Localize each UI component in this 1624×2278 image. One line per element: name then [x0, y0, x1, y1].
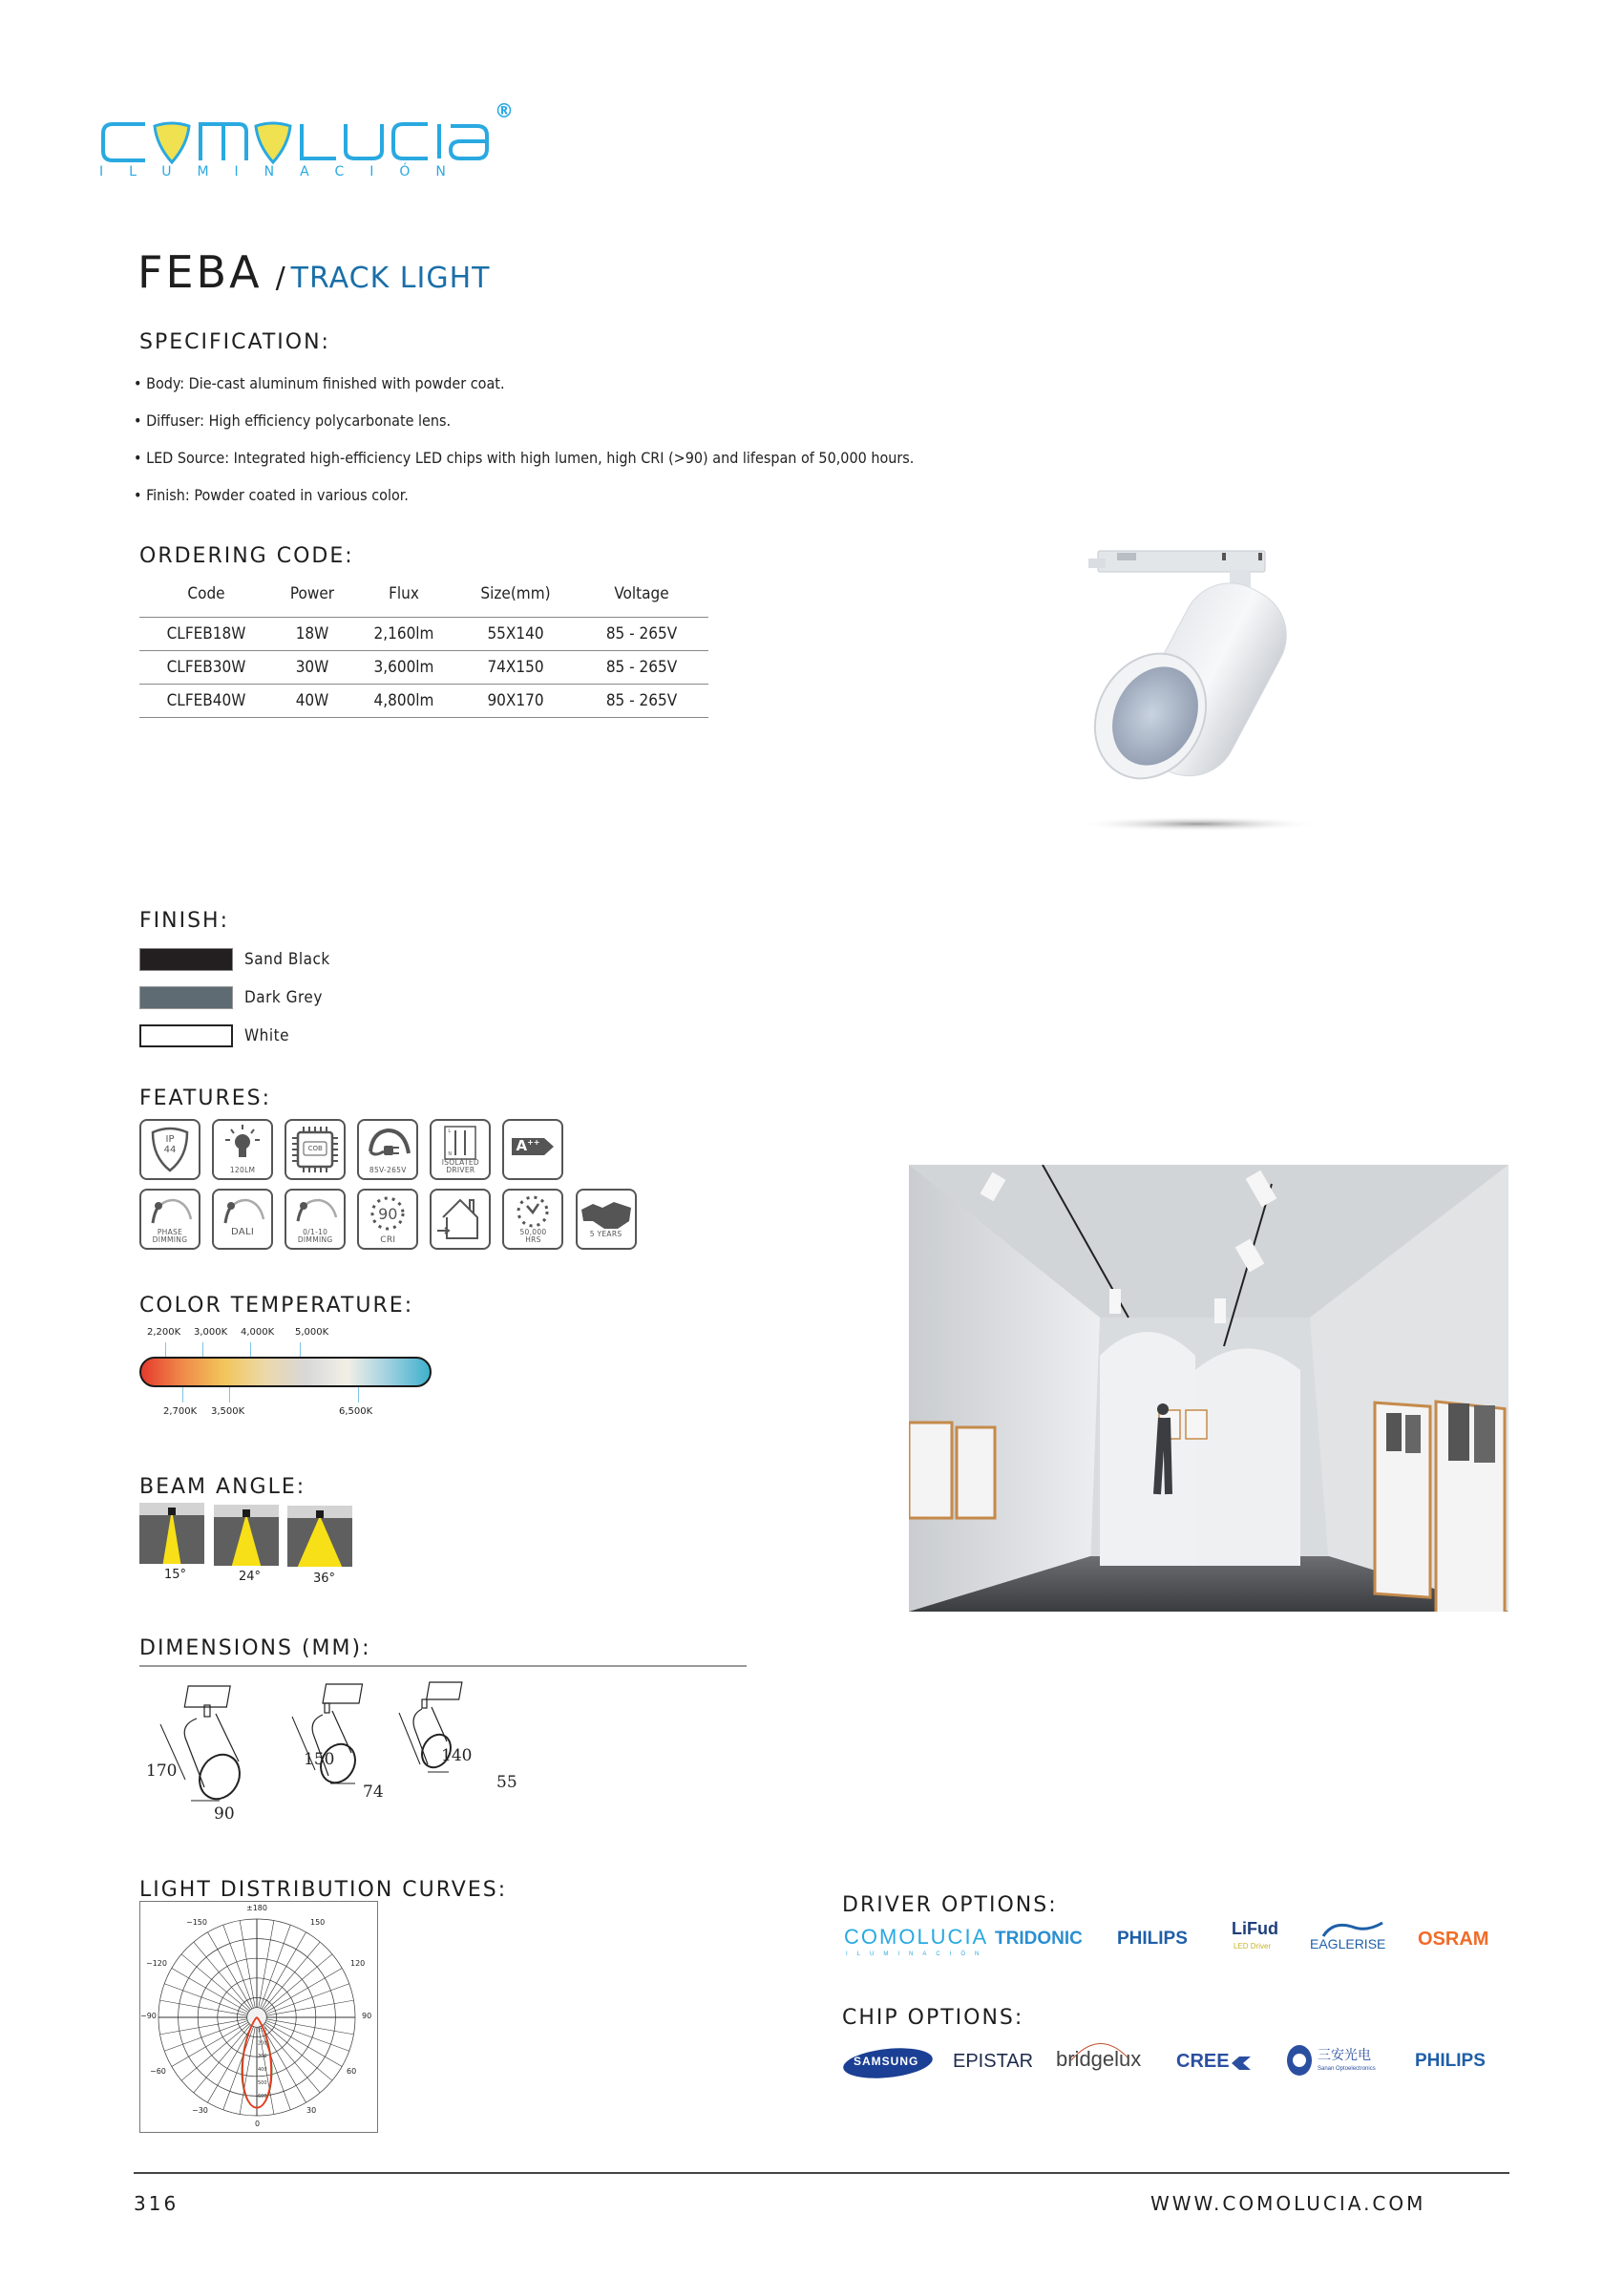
- dimension-diameter: 55: [496, 1773, 517, 1792]
- swatch-sand-black: [139, 948, 233, 971]
- page-number: 316: [134, 2192, 179, 2215]
- indoor-house-icon: [430, 1189, 491, 1250]
- caption-line-2: DIMMING: [152, 1235, 188, 1244]
- caption-line-1: PHASE: [157, 1228, 183, 1236]
- beam-angle-options: [139, 1503, 426, 1598]
- n-terminal: N: [448, 1151, 453, 1157]
- energy-letter: A: [516, 1137, 528, 1154]
- spec-item: • Body: Die-cast aluminum finished with powder coat.: [134, 374, 505, 392]
- caption-line-2: DIMMING: [297, 1235, 333, 1244]
- polar-label-150: 150: [310, 1918, 326, 1927]
- swatch-white: [139, 1024, 233, 1047]
- specification-heading: SPECIFICATION:: [139, 330, 330, 354]
- polar-spoke: [240, 1921, 255, 2008]
- driver-logo-lifud-sub: LED Driver: [1234, 1942, 1272, 1951]
- cell-code: CLFEB30W: [139, 650, 273, 684]
- features-row-2: [139, 1189, 731, 1250]
- chip-brand-logos: [840, 2034, 1508, 2091]
- registered-mark: ®: [495, 99, 514, 122]
- polar-label-neg150: −150: [186, 1918, 207, 1927]
- dimension-length: 150: [304, 1750, 335, 1769]
- sanan-logo-icon: [1285, 2043, 1314, 2078]
- beam-label: 15°: [164, 1568, 187, 1582]
- table-row: [139, 617, 708, 650]
- feature-caption: DALI: [231, 1227, 255, 1237]
- l-terminal: L: [448, 1128, 452, 1134]
- polar-spoke: [160, 2000, 247, 2015]
- table-row: [139, 684, 708, 717]
- col-code: Code: [187, 583, 225, 603]
- dimension-diameter: 74: [363, 1782, 384, 1802]
- finish-option-white: [139, 1017, 330, 1055]
- finish-label: Sand Black: [244, 950, 330, 969]
- ct-label-2200: 2,200K: [147, 1327, 181, 1338]
- gallery-application-photo: [909, 1165, 1508, 1612]
- caption-line-1: 0/1-10: [303, 1228, 328, 1236]
- brand-logo: [95, 95, 525, 191]
- feature-caption: 120LM: [229, 1166, 256, 1174]
- cell-flux: 4,800lm: [351, 684, 456, 717]
- beam-cone-icon: [214, 1505, 279, 1566]
- polar-spoke: [266, 2000, 353, 2015]
- driver-logo-philips: PHILIPS: [1117, 1929, 1188, 1949]
- feature-lumen: [212, 1119, 273, 1180]
- cell-flux: 3,600lm: [351, 650, 456, 684]
- spec-item: • Finish: Powder coated in various color.: [134, 486, 409, 504]
- cell-voltage: 85 - 265V: [575, 617, 708, 650]
- polar-radial-label: 300: [258, 2054, 267, 2060]
- footer-divider: [134, 2172, 1509, 2174]
- swatch-dark-grey: [139, 986, 233, 1009]
- polar-label-0: 0: [255, 2120, 261, 2128]
- feature-ip44: [139, 1119, 200, 1180]
- table-header-row: [139, 571, 708, 617]
- title-separator: /: [275, 262, 285, 295]
- feature-caption: CRI: [380, 1235, 396, 1245]
- spec-item: • Diffuser: High efficiency polycarbonate lens.: [134, 411, 452, 430]
- eaglerise-swoosh-icon: [1314, 1919, 1390, 1938]
- driver-logo-lifud: LiFud: [1232, 1919, 1278, 1938]
- color-temperature-heading: COLOR TEMPERATURE:: [139, 1294, 414, 1318]
- polar-label-120: 120: [350, 1959, 366, 1968]
- cell-flux: 2,160lm: [351, 617, 456, 650]
- ip-rating: 44: [163, 1145, 177, 1155]
- dimension-diameter: 90: [214, 1804, 235, 1824]
- polar-spoke: [160, 2019, 247, 2035]
- polar-radial-label: 400: [258, 2067, 267, 2074]
- polar-label-neg60: −60: [150, 2067, 166, 2076]
- ct-tick: [202, 1342, 203, 1358]
- finish-option-dark-grey: [139, 979, 330, 1017]
- feature-cri: [357, 1189, 418, 1250]
- polar-label-neg90: −90: [140, 2012, 157, 2020]
- col-flux: Flux: [389, 583, 419, 603]
- beam-label: 24°: [239, 1570, 262, 1584]
- ct-label-4000: 4,000K: [241, 1327, 275, 1338]
- finish-option-sand-black: [139, 940, 330, 979]
- dimensions-heading: DIMENSIONS (MM):: [139, 1636, 371, 1660]
- chip-logo-sanan: 三安光电: [1318, 2048, 1371, 2063]
- ordering-table: [139, 571, 708, 718]
- finish-options: [139, 940, 330, 1055]
- ct-tick: [229, 1387, 230, 1403]
- beam-diagram-15: [139, 1503, 204, 1564]
- chip-label: COB: [307, 1145, 323, 1152]
- beam-cone-icon: [287, 1506, 352, 1567]
- phase-dimming-icon: [139, 1189, 200, 1250]
- polar-radial-label: 600: [258, 2093, 267, 2099]
- clock-lifespan-icon: [502, 1189, 563, 1250]
- caption-line-2: HRS: [525, 1235, 541, 1244]
- table-row: [139, 650, 708, 684]
- feature-voltage: [357, 1119, 418, 1180]
- logo-tagline: ILUMINACIÓN: [99, 164, 472, 179]
- color-temperature-gradient-bar: [139, 1357, 432, 1387]
- polar-radial-label: 200: [258, 2040, 267, 2047]
- ct-tick: [358, 1387, 359, 1403]
- ct-tick: [250, 1342, 251, 1358]
- specification-list: [134, 374, 1184, 523]
- feature-lifespan: [502, 1189, 563, 1250]
- product-photo: [1060, 539, 1346, 845]
- polar-label-neg30: −30: [192, 2106, 208, 2115]
- bulb-icon: [212, 1119, 273, 1180]
- cell-voltage: 85 - 265V: [575, 684, 708, 717]
- polar-radial-label: 500: [258, 2080, 267, 2087]
- beam-cone-icon: [139, 1503, 204, 1564]
- polar-label-neg120: −120: [146, 1959, 167, 1968]
- ct-tick: [165, 1342, 166, 1358]
- ct-tick: [182, 1387, 183, 1403]
- handshake-warranty-icon: [576, 1189, 637, 1250]
- product-model: FEBA: [137, 246, 263, 298]
- chip-logo-bridgelux: bridgelux: [1056, 2047, 1142, 2071]
- ct-tick: [300, 1342, 301, 1358]
- cell-voltage: 85 - 265V: [575, 650, 708, 684]
- ip-label: IP: [165, 1134, 175, 1145]
- website-link[interactable]: WWW.COMOLUCIA.COM: [1150, 2192, 1426, 2215]
- driver-logo-comolucia: COMOLUCIA: [844, 1925, 989, 1949]
- features-heading: FEATURES:: [139, 1086, 272, 1110]
- feature-phase-dimming: [139, 1189, 200, 1250]
- feature-0-10-dimming: [285, 1189, 346, 1250]
- beam-diagram-36: [287, 1506, 352, 1567]
- cri-value: 90: [378, 1205, 398, 1223]
- cell-power: 30W: [273, 650, 351, 684]
- driver-logo-comolucia-sub: ILUMINACIÓN: [846, 1951, 989, 1957]
- beam-label: 36°: [313, 1571, 336, 1586]
- features-row-1: [139, 1119, 712, 1180]
- ct-label-3000: 3,000K: [194, 1327, 228, 1338]
- driver-logo-osram: OSRAM: [1418, 1929, 1489, 1950]
- feature-isolated-driver: [430, 1119, 491, 1180]
- polar-distribution-chart: [140, 1902, 376, 2131]
- dimension-length: 170: [146, 1761, 178, 1781]
- beam-angle-heading: BEAM ANGLE:: [139, 1475, 306, 1499]
- polar-radial-label: 100: [258, 2027, 267, 2034]
- cree-diamond-icon: [1232, 2057, 1251, 2070]
- cell-size: 55X140: [456, 617, 575, 650]
- polar-label-180: ±180: [246, 1904, 267, 1912]
- spec-item: • LED Source: Integrated high-efficiency LED chips with high lumen, high CRI (>90) and lifespan of 50,000 hours.: [134, 449, 915, 467]
- feature-cob: [285, 1119, 346, 1180]
- light-distribution-heading: LIGHT DISTRIBUTION CURVES:: [139, 1878, 508, 1902]
- chip-logo-samsung: SAMSUNG: [854, 2055, 919, 2068]
- cell-size: 90X170: [456, 684, 575, 717]
- ct-label-3500: 3,500K: [211, 1406, 245, 1417]
- polar-spoke: [259, 1921, 274, 2008]
- polar-label-60: 60: [347, 2067, 357, 2076]
- feature-indoor: [430, 1189, 491, 1250]
- driver-brand-logos: [840, 1919, 1508, 1967]
- polar-spoke: [266, 2019, 353, 2035]
- ct-label-2700: 2,700K: [163, 1406, 198, 1417]
- color-temperature-scale: [139, 1327, 445, 1423]
- col-voltage: Voltage: [614, 583, 669, 603]
- chip-logo-cree: CREE: [1176, 2051, 1230, 2072]
- cell-code: CLFEB40W: [139, 684, 273, 717]
- energy-class-label: [516, 1137, 539, 1154]
- ct-label-6500: 6,500K: [339, 1406, 373, 1417]
- finish-heading: FINISH:: [139, 909, 230, 933]
- cell-power: 40W: [273, 684, 351, 717]
- cell-power: 18W: [273, 617, 351, 650]
- finish-label: Dark Grey: [244, 988, 323, 1007]
- caption-line-2: DRIVER: [446, 1166, 475, 1174]
- isolated-driver-icon: [430, 1119, 491, 1180]
- feature-energy-class: [502, 1119, 563, 1180]
- polar-chart-frame: [139, 1901, 378, 2133]
- product-type: TRACK LIGHT: [290, 262, 491, 295]
- caption-line-1: ISOLATED: [441, 1158, 480, 1167]
- dali-icon: [212, 1189, 273, 1250]
- driver-options-heading: DRIVER OPTIONS:: [842, 1893, 1058, 1917]
- col-power: Power: [289, 583, 335, 603]
- dimming-0-10-icon: [285, 1189, 346, 1250]
- product-title: [137, 246, 490, 298]
- chip-logo-sanan-sub: Sanan Optoelectronics: [1318, 2066, 1376, 2072]
- cell-size: 74X150: [456, 650, 575, 684]
- beam-diagram-24: [214, 1505, 279, 1566]
- feature-caption: 85V-265V: [369, 1166, 407, 1174]
- feature-dali: [212, 1189, 273, 1250]
- polar-label-30: 30: [306, 2106, 317, 2115]
- driver-logo-eaglerise: EAGLERISE: [1310, 1936, 1386, 1951]
- ct-label-5000: 5,000K: [295, 1327, 329, 1338]
- feature-warranty: [576, 1189, 637, 1250]
- chip-logo-epistar: EPISTAR: [953, 2051, 1034, 2072]
- energy-plus: ++: [527, 1138, 540, 1147]
- polar-label-90: 90: [362, 2012, 372, 2020]
- dimension-length: 140: [441, 1746, 473, 1765]
- cell-code: CLFEB18W: [139, 617, 273, 650]
- driver-logo-tridonic: TRIDONIC: [995, 1929, 1083, 1949]
- plug-voltage-icon: [357, 1119, 418, 1180]
- chip-options-heading: CHIP OPTIONS:: [842, 2006, 1024, 2030]
- caption-line-1: 50,000: [519, 1228, 547, 1236]
- finish-label: White: [244, 1026, 289, 1045]
- col-size: Size(mm): [480, 583, 551, 603]
- ordering-code-heading: ORDERING CODE:: [139, 544, 354, 568]
- chip-logo-philips: PHILIPS: [1415, 2051, 1486, 2071]
- feature-caption: 5 YEARS: [589, 1230, 622, 1238]
- dimensions-divider: [139, 1665, 747, 1667]
